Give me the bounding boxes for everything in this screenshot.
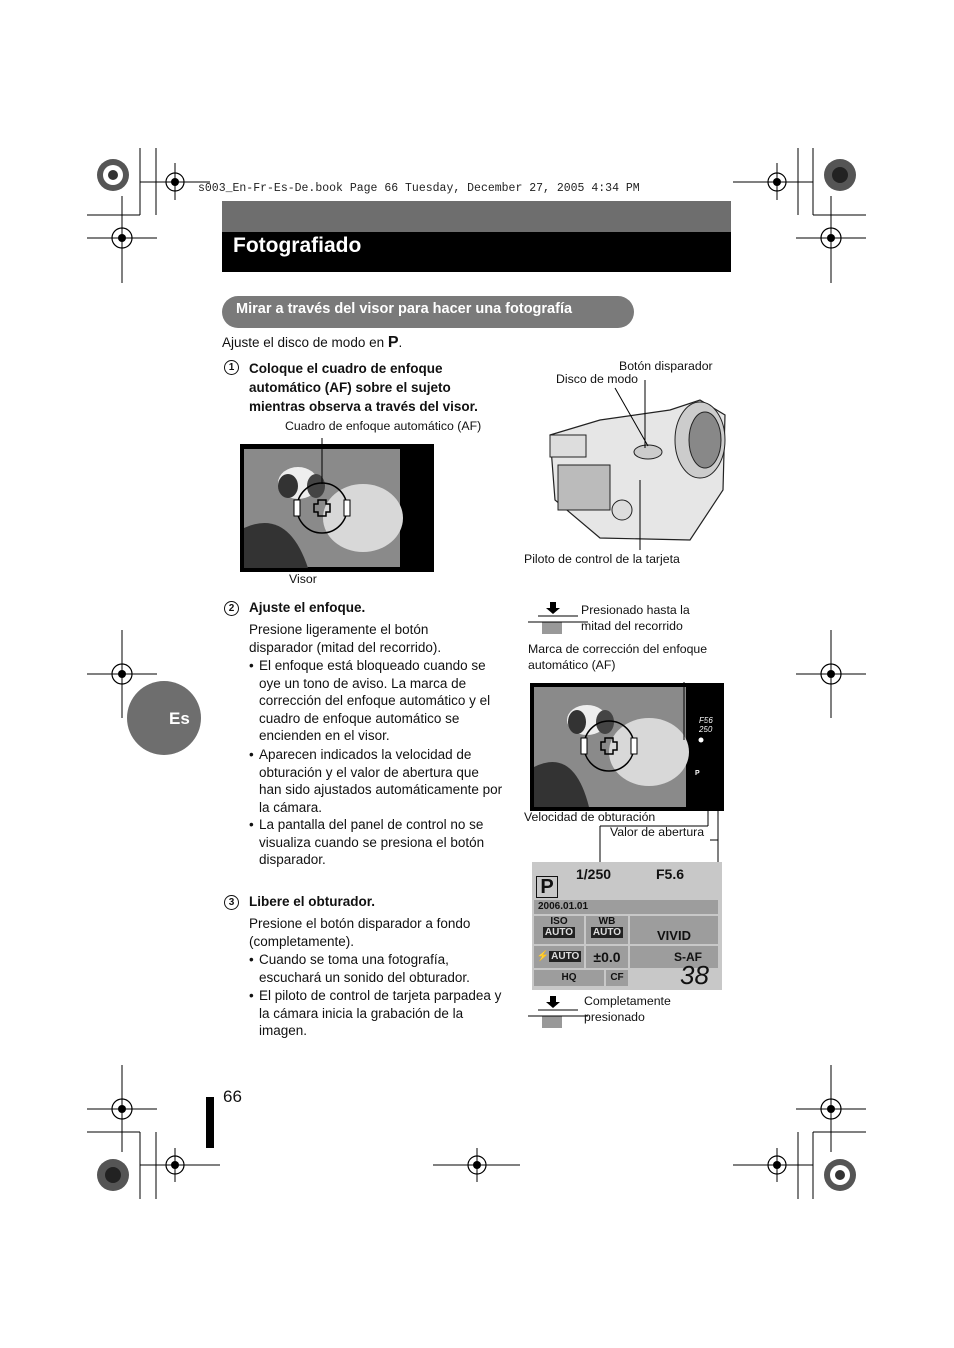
step3-bullet-1: • Cuando se toma una fotografía, escuchará un sonido del obturador.	[249, 952, 470, 985]
lcd-exposure: ±0.0	[586, 946, 628, 968]
lcd-flash: ⚡ AUTO	[534, 946, 584, 968]
card-lamp-label: Piloto de control de la tarjeta	[524, 552, 680, 566]
half-press-label: Presionado hasta la mitad del recorrido	[581, 603, 690, 633]
step3-heading: Libere el obturador.	[249, 894, 376, 909]
shutter-speed-label: Velocidad de obturación	[524, 810, 656, 824]
lcd-mode: P	[536, 876, 558, 898]
title-band	[222, 201, 731, 232]
leader-lines	[590, 690, 730, 880]
step3-number: 3	[224, 895, 239, 910]
lcd-date: 2006.01.01	[534, 900, 718, 914]
lcd-picture-mode: VIVID	[630, 916, 718, 944]
viewfinder-image	[238, 438, 436, 574]
af-mark-label: Marca de corrección del enfoque automático (AF)	[528, 642, 708, 672]
step1-text: Coloque el cuadro de enfoque automático (AF) sobre el sujeto mientras observa a través del visor.	[249, 361, 478, 414]
lcd-focus-mode: S-AF	[630, 946, 718, 968]
step2-bullet-3: • La pantalla del panel de control no se visualiza cuando se presiona el botón disparador.	[249, 817, 485, 867]
page-number: 66	[223, 1087, 242, 1106]
step2-heading: Ajuste el enfoque.	[249, 600, 366, 615]
lcd-card: CF	[606, 970, 628, 986]
lcd-quality: HQ	[534, 970, 604, 986]
shutter-button-label: Botón disparador	[619, 359, 713, 373]
camera-illustration	[540, 380, 730, 550]
full-press-icon	[528, 994, 588, 1030]
step2-number: 2	[224, 601, 239, 616]
intro-text: Ajuste el disco de modo en P.	[222, 334, 403, 351]
lcd-wb: WB AUTO	[586, 916, 628, 944]
viewfinder-label: Visor	[289, 572, 317, 586]
vf-readout: F56 250	[699, 716, 713, 734]
page-number-bar	[206, 1097, 214, 1148]
print-metadata: s003_En-Fr-Es-De.book Page 66 Tuesday, December 27, 2005 4:34 PM	[198, 182, 640, 195]
lcd-shutter: 1/250	[576, 866, 612, 882]
af-frame-label: Cuadro de enfoque automático (AF)	[285, 419, 482, 433]
step2-bullet-2: • Aparecen indicados la velocidad de obturación y el valor de abertura que han sido ajustados automáticamente por la cámara.	[249, 747, 503, 815]
aperture-label: Valor de abertura	[610, 825, 705, 839]
language-tab	[127, 681, 201, 755]
full-press-label: Completamente presionado	[584, 994, 671, 1024]
half-press-icon	[528, 600, 588, 636]
lcd-remaining: 38	[680, 960, 709, 990]
lcd-aperture: F5.6	[656, 866, 685, 882]
mode-letter: P	[387, 334, 399, 351]
mode-dial-label: Disco de modo	[556, 372, 639, 386]
step3-body: Presione el botón disparador a fondo (completamente).	[249, 916, 471, 949]
page-title: Fotografiado	[233, 234, 362, 257]
section-title: Mirar a través del visor para hacer una fotografía	[236, 301, 573, 317]
step1-number: 1	[224, 360, 239, 375]
step3-bullet-2: • El piloto de control de tarjeta parpadea y la cámara inicia la grabación de la imagen.	[249, 988, 502, 1038]
language-tab-label: Es	[169, 709, 190, 728]
lcd-iso: ISO AUTO	[534, 916, 584, 944]
step2-body: Presione ligeramente el botón disparador (mitad del recorrido).	[249, 622, 442, 655]
control-panel-screen	[532, 862, 722, 990]
step2-bullet-1: • El enfoque está bloqueado cuando se oye un tono de aviso. La marca de corrección del enfoque automático y el cuadro de enfoque automático se encienden en el visor.	[249, 658, 491, 743]
vf-mode: P	[695, 770, 700, 777]
